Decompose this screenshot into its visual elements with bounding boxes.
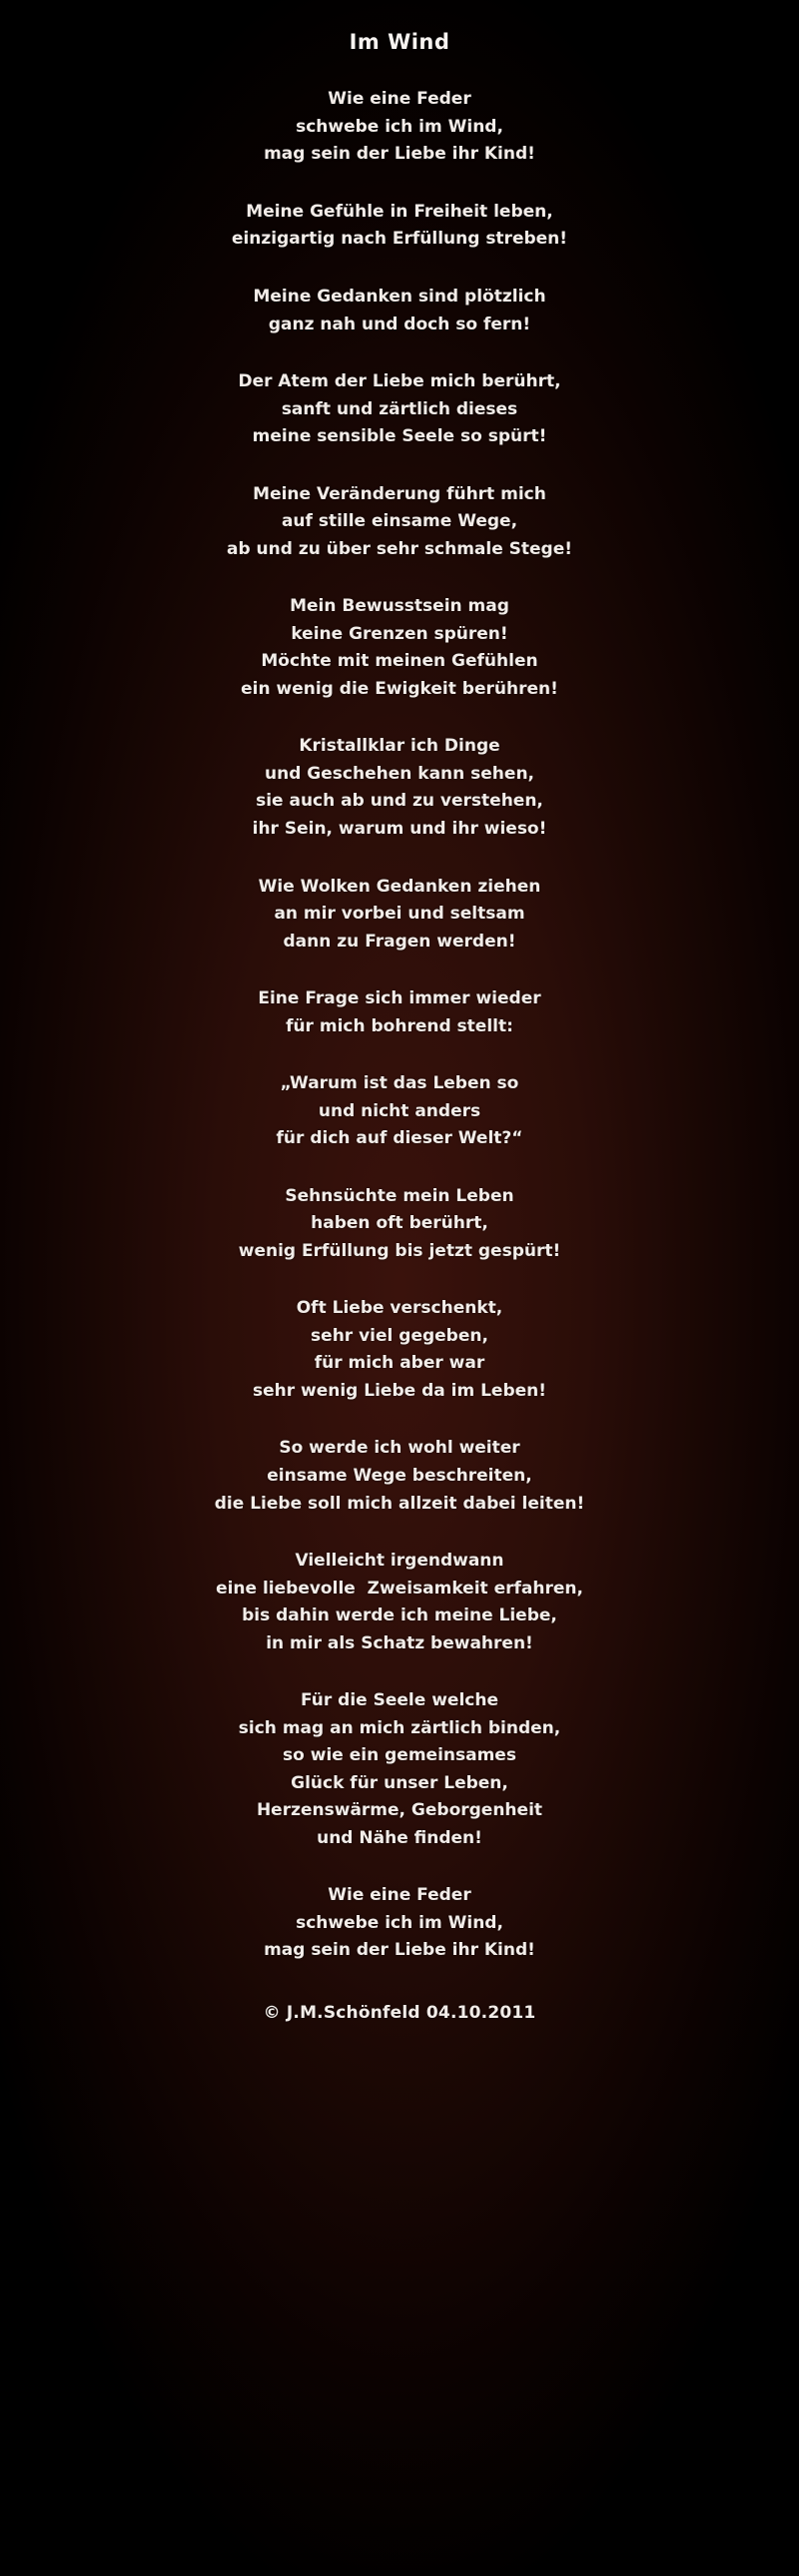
poem-line: auf stille einsame Wege, xyxy=(281,511,518,532)
poem-stanza xyxy=(80,1687,719,1852)
poem-line: Meine Gefühle in Freiheit leben, xyxy=(246,201,553,222)
poem-line: an mir vorbei und seltsam xyxy=(274,904,525,925)
poem-line: Wie eine Feder xyxy=(328,1885,471,1906)
poem-stanza xyxy=(80,86,719,169)
poem-line: sehr viel gegeben, xyxy=(311,1325,488,1346)
poem-line: wenig Erfüllung bis jetzt gespürt! xyxy=(238,1240,561,1261)
poem-line: ein wenig die Ewigkeit berühren! xyxy=(241,678,558,699)
copyright-credit: © J.M.Schönfeld 04.10.2011 xyxy=(263,2002,536,2023)
poem-line: ab und zu über sehr schmale Stege! xyxy=(226,538,573,559)
poem-line: Meine Gedanken sind plötzlich xyxy=(253,287,546,307)
poem-stanza xyxy=(80,1070,719,1153)
poem-line: bis dahin werde ich meine Liebe, xyxy=(242,1606,557,1626)
poem-line: so wie ein gemeinsames xyxy=(283,1745,516,1766)
poem-line: Kristallklar ich Dinge xyxy=(299,736,500,757)
poem-line: und nicht anders xyxy=(318,1100,481,1121)
poem-line: Glück für unser Leben, xyxy=(291,1772,508,1793)
poem-line: Sehnsüchte mein Leben xyxy=(285,1185,514,1206)
poem-line: für mich bohrend stellt: xyxy=(286,1015,513,1036)
poem-stanza xyxy=(80,1295,719,1405)
poem-line: dann zu Fragen werden! xyxy=(283,931,516,952)
poem-line: So werde ich wohl weiter xyxy=(279,1438,520,1459)
poem-line: Der Atem der Liebe mich berührt, xyxy=(238,371,561,392)
poem-line: haben oft berührt, xyxy=(311,1213,488,1234)
poem-line: Wie Wolken Gedanken ziehen xyxy=(258,876,541,897)
poem-line: Möchte mit meinen Gefühlen xyxy=(261,651,538,672)
poem-line: eine liebevolle Zweisamkeit erfahren, xyxy=(216,1578,583,1599)
poem-line: „Warum ist das Leben so xyxy=(280,1073,519,1094)
poem-line: schwebe ich im Wind, xyxy=(296,1912,503,1933)
poem-stanza xyxy=(80,284,719,338)
poem-line: ihr Sein, warum und ihr wieso! xyxy=(252,818,547,839)
poem-stanza xyxy=(80,733,719,843)
poem-line: schwebe ich im Wind, xyxy=(296,116,503,137)
poem-line: sanft und zärtlich dieses xyxy=(281,398,518,419)
poem-line: und Nähe finden! xyxy=(317,1827,482,1848)
poem-line: Eine Frage sich immer wieder xyxy=(258,988,541,1009)
poem-line: in mir als Schatz bewahren! xyxy=(266,1632,533,1653)
poem-line: mag sein der Liebe ihr Kind! xyxy=(264,144,535,165)
poem-stanza xyxy=(80,368,719,451)
poem-line: ganz nah und doch so fern! xyxy=(268,314,531,334)
page-title: Im Wind xyxy=(349,30,450,54)
stanza-list xyxy=(80,86,719,1965)
poem-line: meine sensible Seele so spürt! xyxy=(252,426,547,447)
poem-line: Mein Bewusstsein mag xyxy=(290,596,509,617)
poem-stanza xyxy=(80,199,719,254)
poem-line: Oft Liebe verschenkt, xyxy=(296,1298,503,1319)
poem-body xyxy=(80,0,719,2053)
poem-line: keine Grenzen spüren! xyxy=(291,623,508,644)
poem-line: für mich aber war xyxy=(314,1353,485,1374)
poem-line: Wie eine Feder xyxy=(328,89,471,110)
poem-stanza xyxy=(80,1183,719,1266)
poem-line: die Liebe soll mich allzeit dabei leiten! xyxy=(214,1493,585,1514)
poem-stanza xyxy=(80,1882,719,1965)
poem-line: sehr wenig Liebe da im Leben! xyxy=(252,1380,547,1401)
poem-line: für dich auf dieser Welt?“ xyxy=(276,1128,523,1149)
poem-stanza xyxy=(80,593,719,703)
poem-stanza xyxy=(80,1548,719,1657)
poem-line: Vielleicht irgendwann xyxy=(295,1551,504,1572)
poem-line: Meine Veränderung führt mich xyxy=(253,483,546,504)
poem-stanza xyxy=(80,985,719,1040)
poem-line: sich mag an mich zärtlich binden, xyxy=(238,1717,561,1738)
poem-line: sie auch ab und zu verstehen, xyxy=(256,791,543,812)
poem-line: einsame Wege beschreiten, xyxy=(267,1466,532,1486)
poem-line: Für die Seele welche xyxy=(301,1690,498,1711)
poem-stanza xyxy=(80,874,719,957)
poem-stanza xyxy=(80,1435,719,1518)
poem-line: einzigartig nach Erfüllung streben! xyxy=(231,229,568,250)
poem-stanza xyxy=(80,481,719,564)
poem-line: Herzenswärme, Geborgenheit xyxy=(256,1800,543,1821)
poem-line: mag sein der Liebe ihr Kind! xyxy=(264,1940,535,1961)
poem-line: und Geschehen kann sehen, xyxy=(265,763,534,784)
